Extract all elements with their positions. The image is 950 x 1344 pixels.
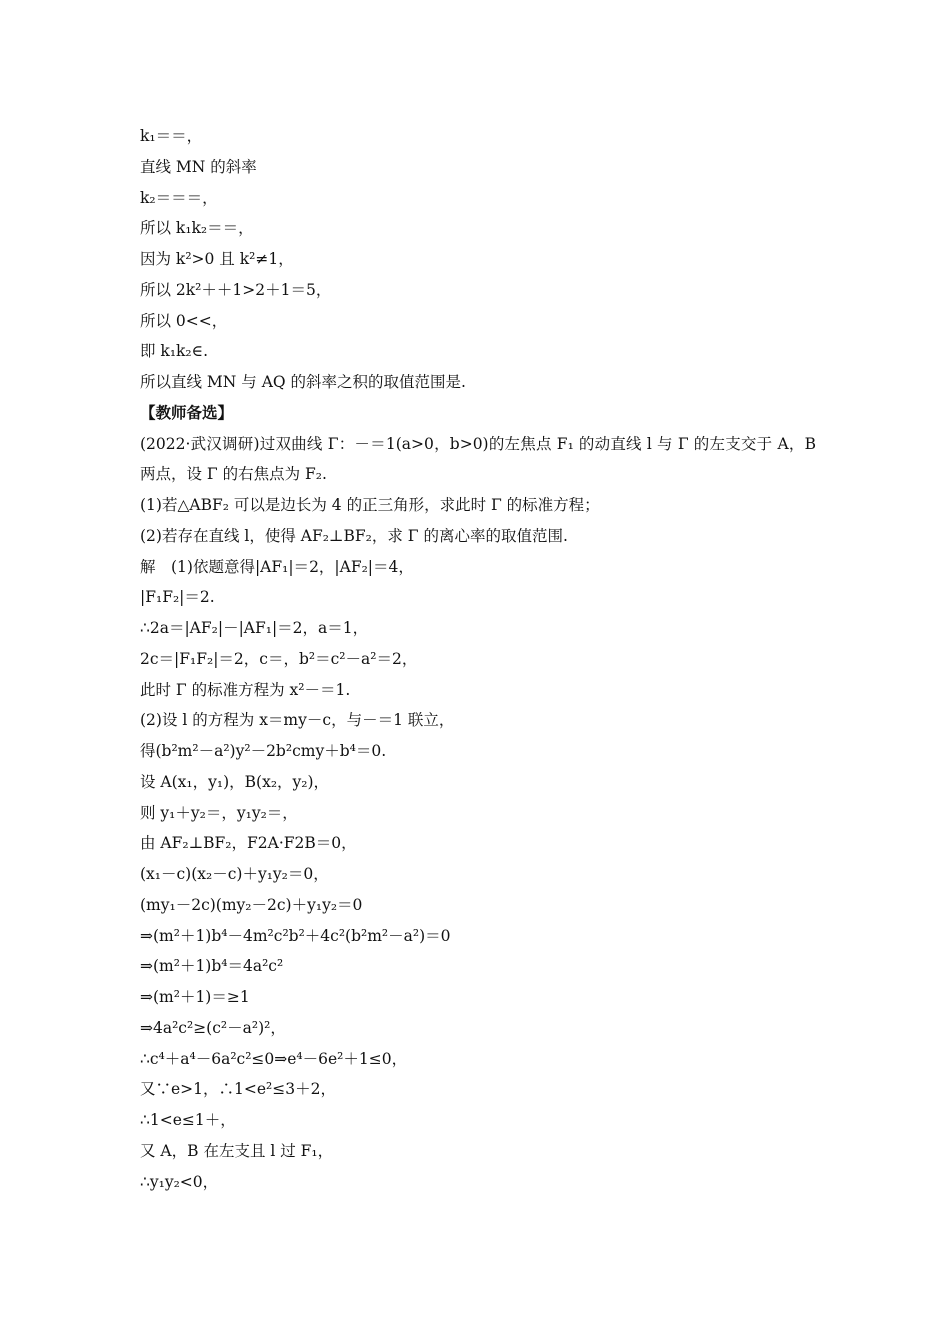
- solution-line: ∴y₁y₂<0，: [140, 1172, 219, 1191]
- text-line: 所以 0<<，: [140, 311, 228, 330]
- solution-line: 由 AF₂⊥BF₂，F2A·F2B＝0，: [140, 834, 357, 853]
- problem-line: (2022·武汉调研)过双曲线 Γ：－＝1(a>0，b>0)的左焦点 F₁ 的动直线 l 与 Γ 的左支交于 A，B: [140, 434, 816, 453]
- solution-line: ⇒4a²c²≥(c²－a²)²，: [140, 1018, 286, 1037]
- problem-line: 两点，设 Γ 的右焦点为 F₂.: [140, 465, 327, 484]
- document-body: [140, 121, 816, 1197]
- solution-line: 又 A，B 在左支且 l 过 F₁，: [140, 1141, 334, 1160]
- solution-line: ⇒(m²＋1)＝≥1: [140, 988, 250, 1006]
- solution-line: ⇒(m²＋1)b⁴＝4a²c²: [140, 957, 284, 976]
- solution-line: ∴2a＝|AF₂|－|AF₁|＝2，a＝1，: [140, 619, 369, 637]
- text-line: 即 k₁k₂∈.: [140, 342, 209, 361]
- text-line: 直线 MN 的斜率: [140, 157, 257, 176]
- text-line: 所以 2k²＋＋1>2＋1＝5，: [140, 280, 332, 299]
- problem-line: (1)若△ABF₂ 可以是边长为 4 的正三角形，求此时 Γ 的标准方程；: [140, 496, 600, 514]
- text-line: 因为 k²>0 且 k²≠1，: [140, 250, 294, 268]
- solution-line: 得(b²m²－a²)y²－2b²cmy＋b⁴＝0.: [140, 742, 387, 760]
- solution-line: ∴c⁴＋a⁴－6a²c²≤0⇒e⁴－6e²＋1≤0，: [140, 1049, 408, 1068]
- solution-line: 此时 Γ 的标准方程为 x²－＝1.: [140, 680, 351, 699]
- text-line: k₁＝＝，: [140, 127, 203, 145]
- problem-line: (2)若存在直线 l，使得 AF₂⊥BF₂，求 Γ 的离心率的取值范围.: [140, 526, 568, 545]
- solution-line: (my₁－2c)(my₂－2c)＋y₁y₂＝0: [140, 895, 363, 914]
- solution-line: (x₁－c)(x₂－c)＋y₁y₂＝0，: [140, 865, 329, 883]
- solution-line: 2c＝|F₁F₂|＝2，c＝，b²＝c²－a²＝2，: [140, 649, 418, 668]
- solution-line: ∴1<e≤1＋，: [140, 1111, 236, 1129]
- text-line: k₂＝＝＝，: [140, 188, 218, 207]
- solution-line: ⇒(m²＋1)b⁴－4m²c²b²＋4c²(b²m²－a²)＝0: [140, 926, 451, 945]
- section-heading: 【教师备选】: [140, 402, 234, 422]
- solution-line: (2)设 l 的方程为 x＝my－c，与－＝1 联立，: [140, 711, 455, 730]
- text-line: 所以直线 MN 与 AQ 的斜率之积的取值范围是.: [140, 373, 466, 391]
- solution-line: 又∵e>1，∴1<e²≤3＋2，: [140, 1080, 336, 1099]
- solution-line: 解 (1)依题意得|AF₁|＝2，|AF₂|＝4，: [140, 557, 414, 576]
- text-line: 所以 k₁k₂＝＝，: [140, 219, 254, 238]
- solution-line: 设 A(x₁，y₁)，B(x₂，y₂)，: [140, 772, 330, 791]
- solution-line: |F₁F₂|＝2.: [140, 588, 215, 607]
- solution-line: 则 y₁＋y₂＝，y₁y₂＝，: [140, 803, 298, 822]
